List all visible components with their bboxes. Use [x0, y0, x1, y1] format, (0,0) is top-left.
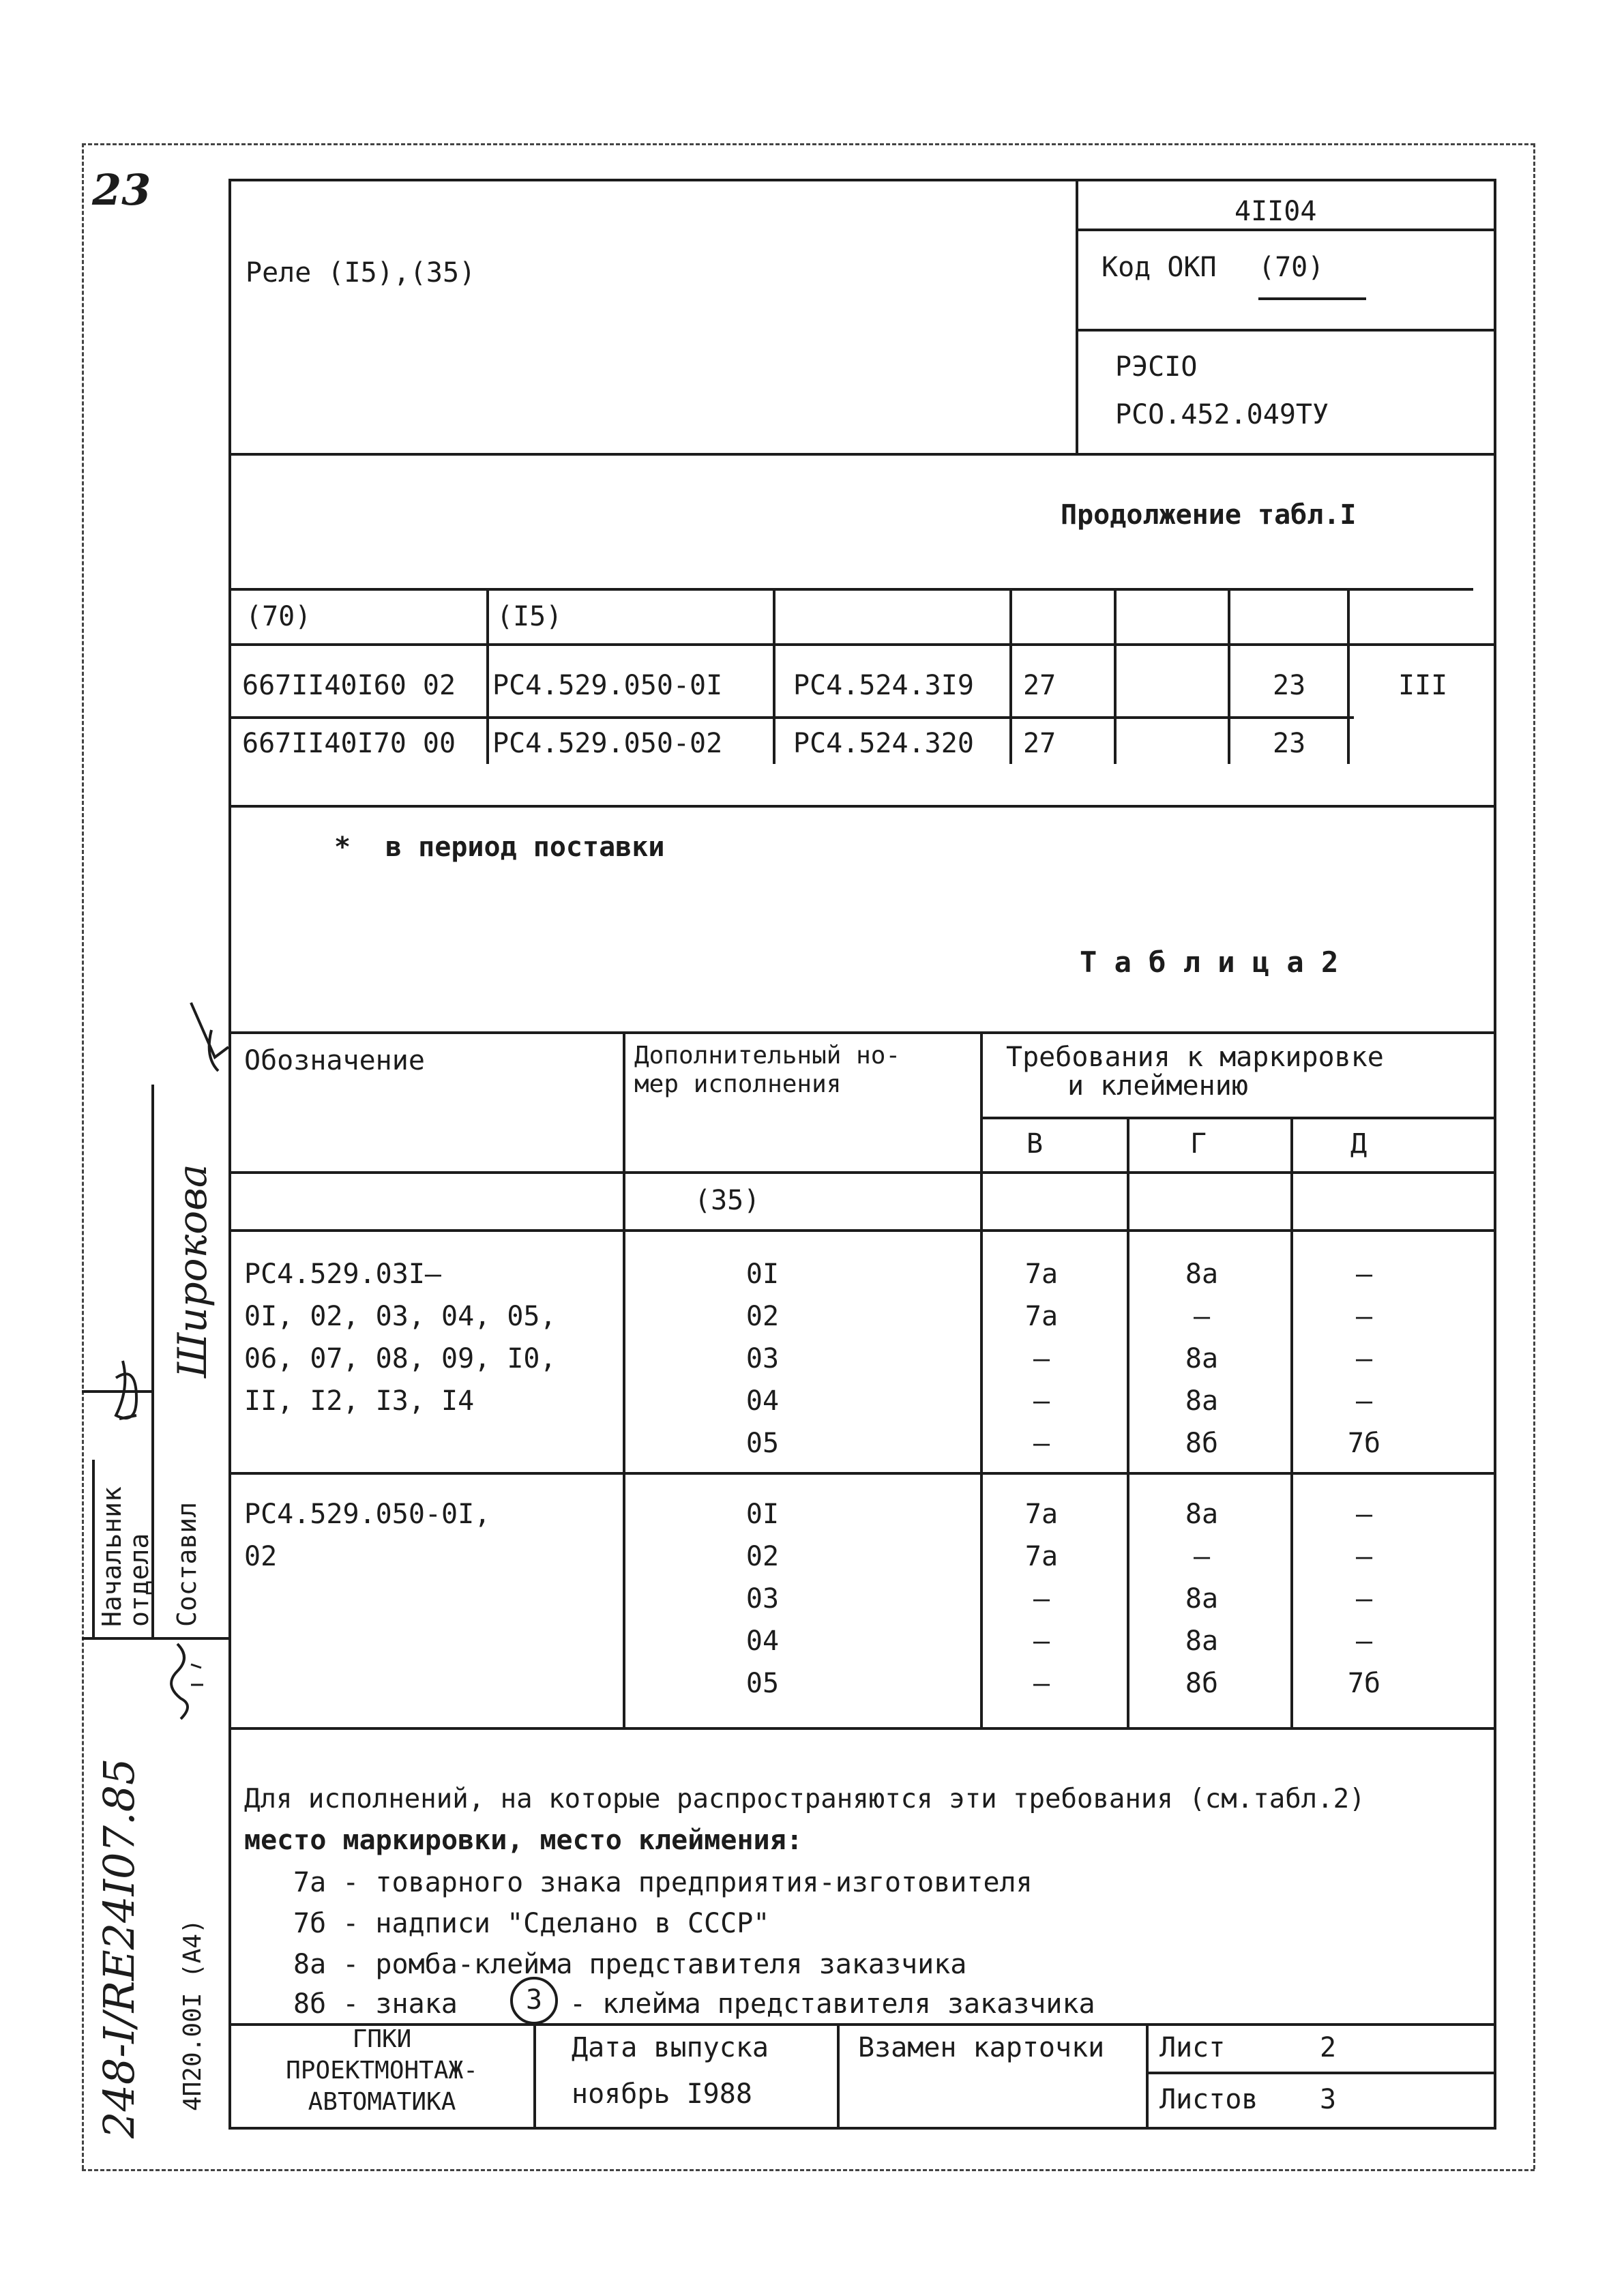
group1-number: 02 [745, 1301, 780, 1332]
table2-subcol-g: Г [1190, 1128, 1207, 1160]
table2-col-req-line2: и клеймению [1067, 1070, 1248, 1102]
group2-mark-v: – [1033, 1625, 1050, 1657]
footer-bottom-line [228, 2127, 1495, 2130]
table1-cell: 667II40I60 02 [242, 670, 456, 701]
frame-right-line [1494, 179, 1496, 2130]
notes-item-4-suffix: - клейма представителя заказчика [570, 1988, 1095, 2020]
page-border-top [82, 143, 1535, 145]
notes-line-1: Для исполнений, на которые распространяются эти требования (см.табл.2) [244, 1784, 1365, 1814]
okp-label: Код ОКП [1102, 252, 1217, 283]
group1-mark-d: – [1355, 1301, 1373, 1332]
page-number: 23 [92, 165, 151, 215]
sheets-label: Листов [1159, 2084, 1258, 2115]
group2-mark-v: 7а [1024, 1499, 1059, 1530]
table1-bottom-line [228, 805, 1495, 808]
footnote-text: в период поставки [385, 831, 665, 863]
notes-item: 8а - ромба-клейма представителя заказчика [293, 1949, 967, 1980]
header-okp-line [1076, 329, 1495, 332]
group1-number: 0I [745, 1259, 780, 1290]
footer-top-line [228, 2023, 1495, 2026]
group1-designation-line: II, I2, I3, I4 [244, 1385, 475, 1417]
group1-mark-v: – [1033, 1343, 1050, 1374]
table2-caption: Т а б л и ц а 2 [1080, 945, 1339, 979]
table1-header-cell: (70) [246, 601, 312, 632]
spec-line-2: РСО.452.049ТУ [1115, 399, 1329, 430]
table2-col-designation: Обозначение [244, 1045, 425, 1076]
product-title: Реле (I5),(35) [246, 257, 476, 289]
table1-caption: Продолжение табл.I [1061, 499, 1357, 531]
group2-mark-v: – [1033, 1583, 1050, 1615]
group1-mark-d: – [1355, 1385, 1373, 1417]
footer-col-line [837, 2023, 840, 2127]
table1-col-line [1228, 588, 1230, 764]
group2-mark-d: – [1355, 1583, 1373, 1615]
archive-mark: 248-I/RE24I07.85 [94, 1758, 144, 2138]
group2-number: 03 [745, 1583, 780, 1615]
page-border-bottom [82, 2169, 1535, 2171]
group1-designation-line: 06, 07, 08, 09, I0, [244, 1343, 557, 1374]
group2-mark-d: – [1355, 1499, 1373, 1530]
table1-col-line [1009, 588, 1012, 764]
compiler-signature-name: Широкова [169, 1164, 216, 1378]
table2-bottom-line [228, 1727, 1495, 1730]
table1-col-line [1114, 588, 1117, 764]
group1-designation-line: РС4.529.03I— [244, 1259, 441, 1290]
group2-mark-v: – [1033, 1668, 1050, 1699]
notes-item: 7а - товарного знака предприятия-изготовителя [293, 1867, 1033, 1898]
table2-subcol-v: В [1026, 1128, 1044, 1160]
head-of-department-line1: Начальник [97, 1486, 127, 1627]
header-code-line [1076, 229, 1495, 231]
table2-col-line [1127, 1117, 1129, 1727]
group2-number: 02 [745, 1541, 780, 1572]
okp-underline [1258, 297, 1366, 300]
table1-cell: 27 [1023, 728, 1056, 759]
footer-col-line [533, 2023, 536, 2127]
group1-mark-g: 8а [1185, 1385, 1219, 1417]
sign-3-symbol: 3 [525, 1984, 543, 2016]
group1-number: 03 [745, 1343, 780, 1374]
notes-line-2: место маркировки, место клеймения: [244, 1825, 803, 1856]
header-bottom-line [228, 453, 1495, 456]
group1-mark-g: – [1193, 1301, 1211, 1332]
sheet-value: 2 [1320, 2032, 1337, 2063]
table2-col-extra-line2: мер исполнения [634, 1070, 842, 1098]
group1-mark-d: 7б [1347, 1428, 1381, 1459]
footer-col-line [1146, 2023, 1149, 2127]
table2-header-bottom-line [228, 1171, 1495, 1174]
product-code: 4II04 [1235, 196, 1317, 227]
head-of-department-line2: отдела [124, 1533, 154, 1627]
group1-designation-line: 0I, 02, 03, 04, 05, [244, 1301, 557, 1332]
signature-stroke [171, 1644, 188, 1719]
group2-number: 04 [745, 1625, 780, 1657]
table2-col-line [623, 1031, 625, 1727]
compiled-by-label: Составил [172, 1501, 202, 1627]
group2-mark-d: 7б [1347, 1668, 1381, 1699]
handwritten-signatures [89, 989, 232, 1753]
group1-number: 05 [745, 1428, 780, 1459]
sheets-value: 3 [1320, 2084, 1337, 2115]
group1-mark-v: – [1033, 1385, 1050, 1417]
issue-date-value: ноябрь I988 [572, 2078, 752, 2110]
replace-card-label: Взамен карточки [858, 2032, 1105, 2063]
group2-designation-line: 02 [244, 1541, 278, 1572]
group1-mark-v: 7а [1024, 1259, 1059, 1290]
group2-mark-g: 8а [1185, 1499, 1219, 1530]
table2-ref-code: (35) [694, 1185, 760, 1216]
group2-number: 0I [745, 1499, 780, 1530]
signature-stroke [209, 1030, 218, 1071]
footnote-mark: * [334, 831, 351, 863]
table1-cell: РС4.529.050-02 [492, 728, 723, 759]
notes-item-4-prefix: 8б - знака [293, 1988, 458, 2020]
signature-stroke [119, 1415, 136, 1419]
group1-number: 04 [745, 1385, 780, 1417]
table1-cell: РС4.524.320 [793, 728, 974, 759]
group1-mark-g: 8б [1185, 1428, 1219, 1459]
signature-stroke [191, 1664, 203, 1685]
table2-col-line [1290, 1117, 1293, 1727]
sheet-label: Лист [1159, 2032, 1226, 2063]
org-line-1: ГПКИ [352, 2025, 412, 2053]
group2-mark-g: – [1193, 1541, 1211, 1572]
notes-item: 7б - надписи "Сделано в СССР" [293, 1908, 770, 1939]
frame-top-line [228, 179, 1495, 181]
table1-cell: РС4.524.3I9 [793, 670, 974, 701]
table1-cell: 23 [1273, 670, 1306, 701]
page-border-left [82, 143, 84, 2169]
table1-cell: 23 [1273, 728, 1306, 759]
table1-row-line [228, 716, 1354, 719]
issue-date-label: Дата выпуска [572, 2032, 769, 2063]
table1-header-line [228, 643, 1495, 646]
table2-group-line [228, 1472, 1495, 1475]
group2-mark-g: 8б [1185, 1668, 1219, 1699]
signature-stroke [116, 1361, 136, 1418]
footer-sheet-line [1146, 2072, 1495, 2074]
table1-cell: III [1398, 670, 1448, 701]
table2-col-req-line1: Требования к маркировке [1006, 1042, 1384, 1073]
table1-col-line [773, 588, 775, 764]
table1-col-line [1347, 588, 1350, 764]
group2-number: 05 [745, 1668, 780, 1699]
table2-ref-line [228, 1229, 1495, 1232]
table2-col-line [980, 1031, 983, 1727]
org-line-3: АВТОМАТИКА [308, 2088, 456, 2116]
group2-mark-g: 8а [1185, 1625, 1219, 1657]
table2-col-extra-line1: Дополнительный но- [634, 1042, 901, 1070]
table2-top-line [228, 1031, 1495, 1034]
page-border-right [1533, 143, 1535, 2169]
group1-mark-g: 8а [1185, 1259, 1219, 1290]
table2-subcol-d: Д [1350, 1128, 1368, 1160]
group1-mark-v: 7а [1024, 1301, 1059, 1332]
group2-mark-v: 7а [1024, 1541, 1059, 1572]
table1-top-line [228, 588, 1473, 591]
group1-mark-g: 8а [1185, 1343, 1219, 1374]
table1-col-line [486, 588, 489, 764]
header-divider [1076, 179, 1078, 453]
group2-mark-d: – [1355, 1625, 1373, 1657]
group1-mark-v: – [1033, 1428, 1050, 1459]
group1-mark-d: – [1355, 1343, 1373, 1374]
okp-reference: (70) [1258, 252, 1325, 283]
group2-mark-d: – [1355, 1541, 1373, 1572]
group1-mark-d: – [1355, 1259, 1373, 1290]
form-code: 4П20.00I (А4) [179, 1919, 207, 2111]
org-line-2: ПРОЕКТМОНТАЖ- [286, 2057, 478, 2085]
table1-cell: 667II40I70 00 [242, 728, 456, 759]
group2-designation-line: РС4.529.050-0I, [244, 1499, 491, 1530]
table2-subheader-line [980, 1117, 1495, 1119]
table1-header-cell: (I5) [497, 601, 563, 632]
table1-cell: РС4.529.050-0I [492, 670, 723, 701]
group2-mark-g: 8а [1185, 1583, 1219, 1615]
table1-cell: 27 [1023, 670, 1056, 701]
spec-line-1: РЭСIO [1115, 351, 1198, 383]
